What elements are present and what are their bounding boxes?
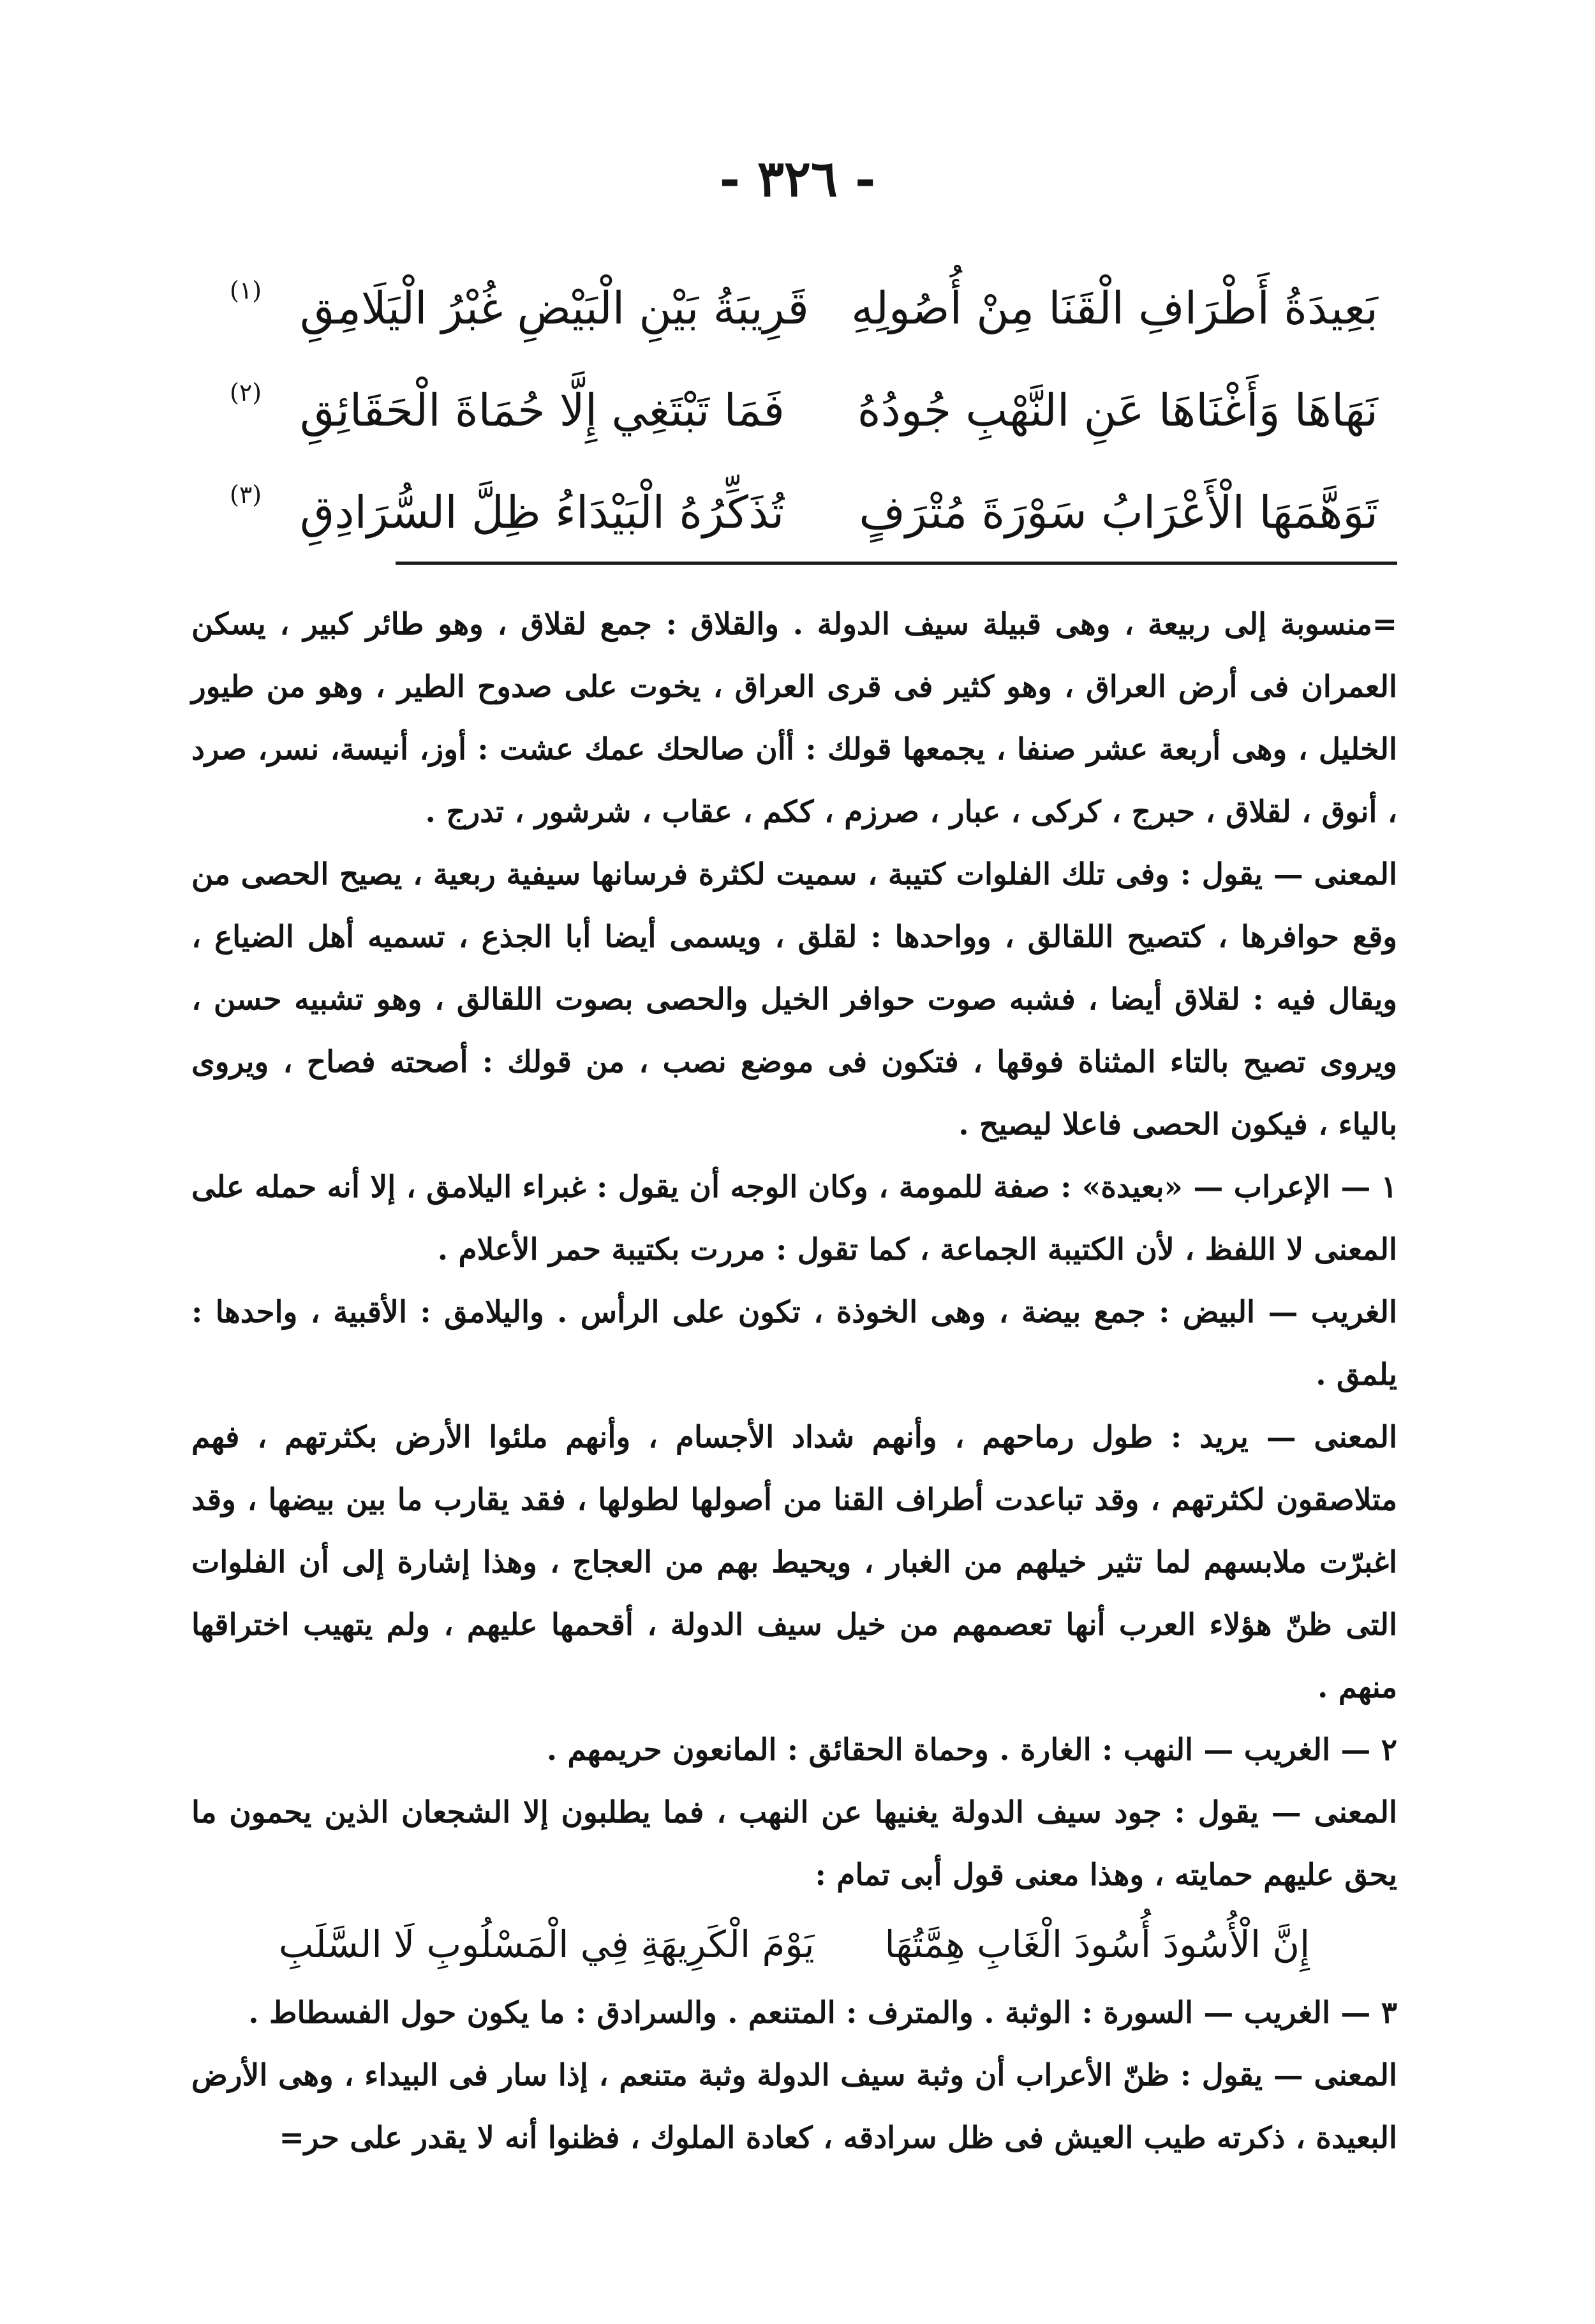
- commentary-paragraph: المعنى — يقول : جود سيف الدولة يغنيها عن النهب ، فما يطلبون إلا الشجعان الذين يحمون ما يحق عليهم حمايته ، وهذا معنى قول أبى تمام :: [191, 1795, 1397, 1893]
- verse-second-hemistich: [230, 276, 809, 335]
- commentary-paragraph: الغريب — البيض : جمع بيضة ، وهى الخوذة ، تكون على الرأس . واليلامق : الأقبية ، واحدها : يلمق .: [191, 1295, 1397, 1392]
- commentary-paragraph: المعنى — يريد : طول رماحهم ، وأنهم شداد الأجسام ، وأنهم ملئوا الأرض بكثرتهم ، فهم متلاصقون لكثرتهم ، وقد تباعدت أطراف القنا من أصولها لطولها ، فقد يقارب ما بين بيضها ، وقد اغبرّت ملابسهم لما تثير خيلهم من الغبار ، ويحيط بهم من العجاج ، وهذا إشارة إلى أن الفلوات التى ظنّ هؤلاء العرب أنها تعصمهم من خيل سيف الدولة ، أقحمها عليهم ، ولم يتهيب اختراقها منهم .: [191, 1420, 1397, 1705]
- footnote-reference: (٣): [230, 480, 262, 509]
- commentary-paragraph: المعنى — يقول : ظنّ الأعراب أن وثبة سيف الدولة وثبة متنعم ، إذا سار فى البيداء ، وهى الأرض البعيدة ، ذكرته طيب العيش فى ظل سرادقه ، كعادة الملوك ، فظنوا أنه لا يقدر على حر=: [191, 2058, 1397, 2156]
- footnote-reference: (٢): [230, 378, 262, 406]
- verse-second-text: تُذَكِّرُهُ الْبَيْدَاءُ ظِلَّ السُّرَادِقِ: [300, 486, 785, 539]
- footnote-divider: [396, 562, 1397, 565]
- verse-second-text: قَرِيبَةُ بَيْنِ الْبَيْضِ غُبْرُ الْيَلَامِقِ: [300, 282, 809, 334]
- commentary-paragraph: ٢ — الغريب — النهب : الغارة . وحماة الحقائق : المانعون حريمهم .: [546, 1732, 1397, 1768]
- commentary-notes: [191, 593, 1397, 2170]
- footnote-reference: (١): [230, 276, 262, 304]
- quoted-verse-first: إِنَّ الْأُسُودَ أُسُودَ الْغَابِ هِمَّتُهَا: [884, 1923, 1310, 1966]
- quoted-verse: [191, 1907, 1397, 1982]
- verse-first-hemistich: بَعِيدَةُ أَطْرَافِ الْقَنَا مِنْ أُصُولِهِ: [851, 282, 1378, 334]
- poem-verse: [230, 233, 1378, 335]
- commentary-paragraph: المعنى — يقول : وفى تلك الفلوات كتيبة ، سميت لكثرة فرسانها سيفية ربعية ، يصيح الحصى من وقع حوافرها ، كتصيح اللقالق ، وواحدها : لقلق ، ويسمى أيضا أبا الجذع ، تسميه أهل الضياع ، ويقال فيه : لقلاق أيضا ، فشبه صوت حوافر الخيل والحصى بصوت اللقالق ، وهو تشبيه حسن ، ويروى تصيح بالتاء المثناة فوقها ، فتكون فى موضع نصب ، من قولك : أصحته فصاح ، ويروى بالياء ، فيكون الحصى فاعلا ليصيح .: [191, 857, 1397, 1142]
- verse-second-text: فَمَا تَبْتَغِي إِلَّا حُمَاةَ الْحَقَائِقِ: [300, 384, 785, 436]
- verse-second-hemistich: [230, 480, 785, 539]
- poem-block: [230, 233, 1378, 539]
- poem-verse: [230, 335, 1378, 437]
- verse-first-hemistich: نَهَاهَا وَأَغْنَاهَا عَنِ النَّهْبِ جُودُهُ: [857, 384, 1378, 436]
- page-number: - ٣٢٦ -: [719, 150, 876, 208]
- quoted-verse-second: يَوْمَ الْكَرِيهَةِ فِي الْمَسْلُوبِ لَا السَّلَبِ: [278, 1923, 815, 1966]
- commentary-paragraph: ٣ — الغريب — السورة : الوثبة . والمترف : المتنعم . والسرادق : ما يكون حول الفسطاط .: [248, 1995, 1397, 2030]
- verse-first-hemistich: تَوَهَّمَهَا الْأَعْرَابُ سَوْرَةَ مُتْرَفٍ: [859, 486, 1378, 539]
- commentary-paragraph: =منسوبة إلى ربيعة ، وهى قبيلة سيف الدولة . والقلاق : جمع لقلاق ، وهو طائر كبير ، يسكن العمران فى أرض العراق ، وهو كثير فى قرى العراق ، يخوت على صدوح الطير ، وهو من طيور الخليل ، وهى أربعة عشر صنفا ، يجمعها قولك : أأن صالحك عمك عشت : أوز، أنيسة، نسر، صرد ، أنوق ، لقلاق ، حبرج ، كركى ، عبار ، صرزم ، ككم ، عقاب ، شرشور ، تدرج .: [191, 607, 1397, 830]
- commentary-paragraph: ١ — الإعراب — «بعيدة» : صفة للمومة ، وكان الوجه أن يقول : غبراء اليلامق ، إلا أنه حمله على المعنى لا اللفظ ، لأن الكتيبة الجماعة ، كما تقول : مررت بكتيبة حمر الأعلام .: [191, 1170, 1397, 1267]
- verse-second-hemistich: [230, 378, 785, 437]
- poem-verse: [230, 437, 1378, 539]
